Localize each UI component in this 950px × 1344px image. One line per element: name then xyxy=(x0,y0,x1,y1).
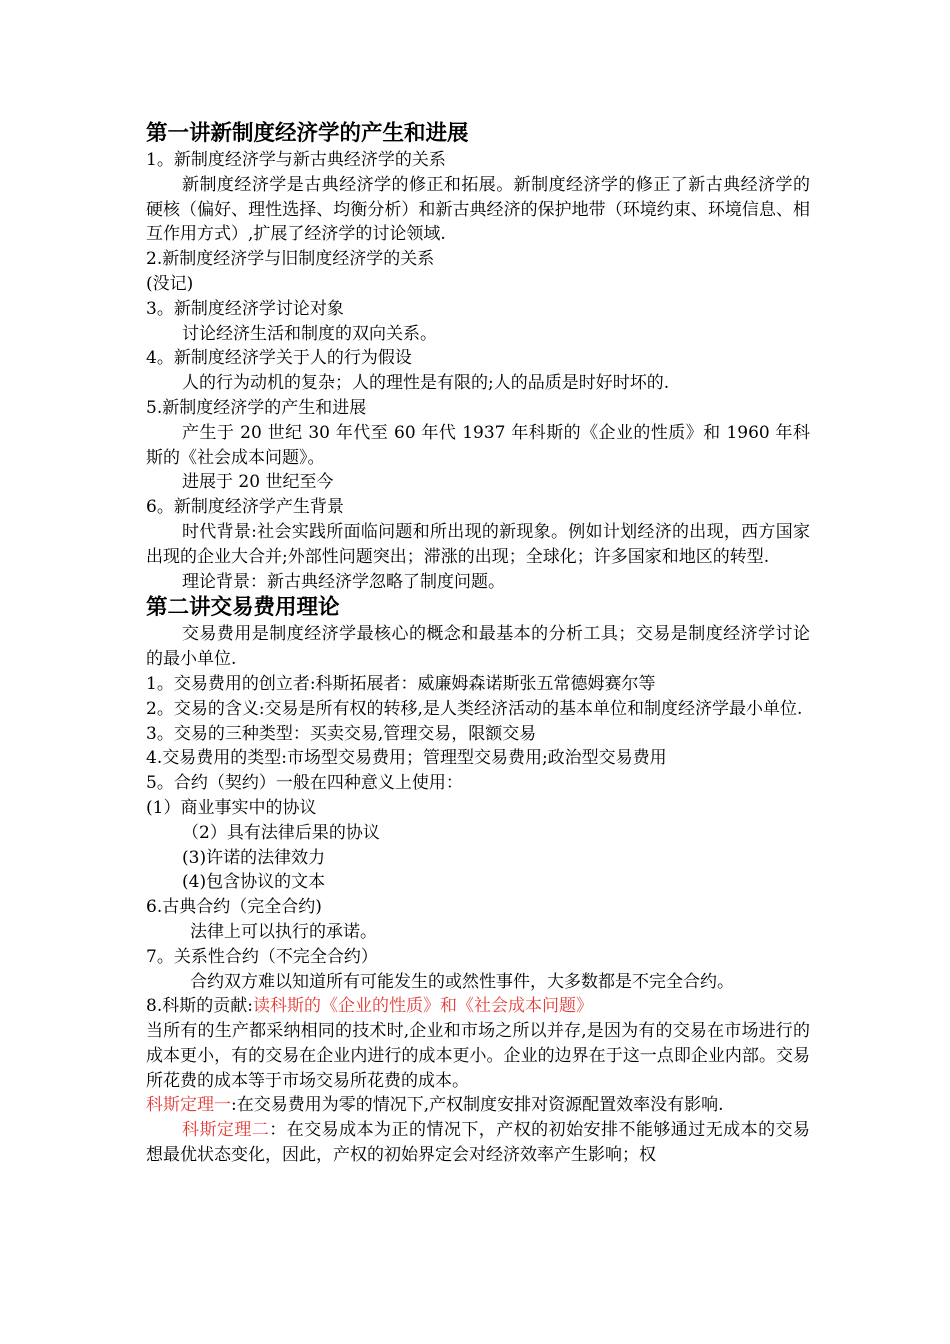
contract-meaning-3: (3)许诺的法律效力 xyxy=(182,847,326,868)
coase-theorem-1-label: 科斯定理一 xyxy=(146,1095,231,1116)
classical-contract-paragraph: 法律上可以执行的承诺。 xyxy=(190,921,377,942)
coase-theorem-2 xyxy=(146,1118,810,1168)
coase-theorem-1-text: :在交易费用为零的情况下,产权制度安排对资源配置效率没有影响. xyxy=(231,1095,724,1116)
lecture-2-item-8 xyxy=(146,994,810,1019)
coase-theorem-2-label: 科斯定理二 xyxy=(182,1120,270,1141)
lecture-2-item-1: 1。交易费用的创立者:科斯拓展者：威廉姆森诺斯张五常德姆赛尔等 xyxy=(146,673,656,694)
contract-meaning-2: （2）具有法律后果的协议 xyxy=(182,822,380,843)
section-5-paragraph-1: 产生于 20 世纪 30 年代至 60 年代 1937 年科斯的《企业的性质》和 1960 年科斯的《社会成本问题》。 xyxy=(146,422,810,468)
lecture-1-heading: 第一讲新制度经济学的产生和进展 xyxy=(146,121,469,146)
contract-meaning-1: (1）商业事实中的协议 xyxy=(146,797,317,818)
coase-contribution-label: 8.科斯的贡献: xyxy=(146,996,253,1017)
contract-meaning-4: (4)包含协议的文本 xyxy=(182,872,326,893)
coase-theorem-1 xyxy=(146,1093,810,1118)
lecture-2-item-4: 4.交易费用的类型:市场型交易费用；管理型交易费用;政治型交易费用 xyxy=(146,748,667,769)
section-4-title: 4。新制度经济学关于人的行为假设 xyxy=(146,348,412,369)
lecture-2-item-5: 5。合约（契约）一般在四种意义上使用： xyxy=(146,773,463,794)
coase-theorem-2-text: ：在交易成本为正的情况下，产权的初始安排不能够通过无成本的交易想最优状态变化，因此，产权的初始界定会对经济效率产生影响；权 xyxy=(146,1120,811,1166)
lecture-2-item-3: 3。交易的三种类型：买卖交易,管理交易，限额交易 xyxy=(146,723,537,744)
relational-contract-paragraph: 合约双方难以知道所有可能发生的或然性事件，大多数都是不完全合约。 xyxy=(190,971,734,992)
section-5-title: 5.新制度经济学的产生和进展 xyxy=(146,397,367,418)
lecture-2-item-7: 7。关系性合约（不完全合约） xyxy=(146,946,378,967)
document-body xyxy=(146,120,810,1168)
lecture-2-heading: 第二讲交易费用理论 xyxy=(146,595,340,621)
section-1-paragraph: 新制度经济学是古典经济学的修正和拓展。新制度经济学的修正了新古典经济学的硬核（偏好、理性选择、均衡分析）和新古典经济的保护地带（环境约束、环境信息、相互作用方式）,扩展了经济学的讨论领域. xyxy=(146,174,810,245)
coase-reading-note: 读科斯的《企业的性质》和《社会成本问题》 xyxy=(252,996,593,1017)
lecture-2-intro: 交易费用是制度经济学最核心的概念和最基本的分析工具；交易是制度经济学讨论的最小单位. xyxy=(146,624,810,670)
section-3-title: 3。新制度经济学讨论对象 xyxy=(146,298,344,319)
section-2-title: 2.新制度经济学与旧制度经济学的关系 xyxy=(146,249,435,270)
lecture-2-item-2: 2。交易的含义:交易是所有权的转移,是人类经济活动的基本单位和制度经济学最小单位. xyxy=(146,698,803,719)
section-2-paragraph: (没记) xyxy=(146,273,194,294)
section-6-paragraph-2: 理论背景：新古典经济学忽略了制度问题。 xyxy=(182,571,505,592)
section-1-title: 1。新制度经济学与新古典经济学的关系 xyxy=(146,150,446,170)
coase-contribution-paragraph: 当所有的生产都采纳相同的技术时,企业和市场之所以并存,是因为有的交易在市场进行的成本更小，有的交易在企业内进行的成本更小。企业的边界在于这一点即企业内部。交易所花费的成本等于市场交易所花费的成本。 xyxy=(146,1021,810,1091)
lecture-2-item-6: 6.古典合约（完全合约) xyxy=(146,897,322,918)
section-4-paragraph: 人的行为动机的复杂；人的理性是有限的;人的品质是时好时坏的. xyxy=(182,373,670,394)
section-3-paragraph: 讨论经济生活和制度的双向关系。 xyxy=(182,323,437,344)
section-6-paragraph-1: 时代背景:社会实践所面临问题和所出现的新现象。例如计划经济的出现，西方国家出现的企业大合并;外部性问题突出；滞涨的出现；全球化；许多国家和地区的转型. xyxy=(146,521,810,567)
section-6-title: 6。新制度经济学产生背景 xyxy=(146,497,344,518)
section-5-paragraph-2: 进展于 20 世纪至今 xyxy=(182,472,334,493)
